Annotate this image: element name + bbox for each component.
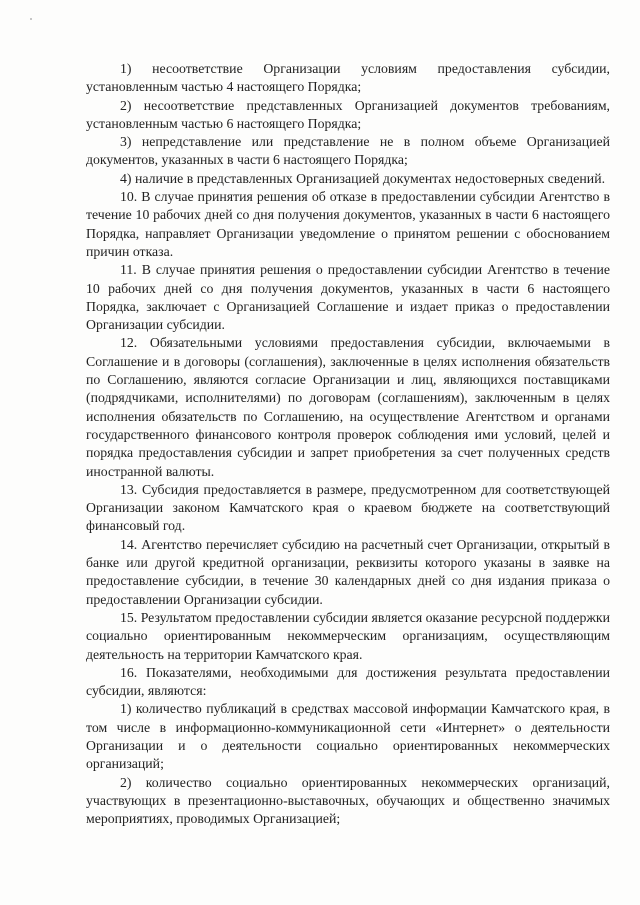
document-body <box>86 60 610 828</box>
clause-10: 10. В случае принятия решения об отказе в предоставлении субсидии Агентство в течение 10 рабочих дней со дня получения документов, указанных в части 6 настоящего Порядка, направляет Организации уведомление о принятом решении с обоснованием причин отказа. <box>86 189 610 259</box>
clause-13: 13. Субсидия предоставляется в размере, предусмотренном для соответствующей Организации законом Камчатского края о краевом бюджете на соответствующий финансовый год. <box>86 481 610 534</box>
refusal-ground-1: 1) несоответствие Организации условиям предоставления субсидии, установленным частью 4 настоящего Порядка; <box>86 61 610 95</box>
clause-16: 16. Показателями, необходимыми для достижения результата предоставлении субсидии, являются: <box>86 664 610 699</box>
refusal-ground-4: 4) наличие в представленных Организацией документах недостоверных сведений. <box>120 170 606 186</box>
refusal-ground-2: 2) несоответствие представленных Организацией документов требованиям, установленным частью 6 настоящего Порядка; <box>86 97 610 131</box>
scan-speck <box>30 18 32 20</box>
clause-15: 15. Результатом предоставлении субсидии является оказание ресурсной поддержки социально ориентированным некоммерческим организациям, осуществляющим деятельность на территории Камчатского края. <box>86 609 610 662</box>
clause-11: 11. В случае принятия решения о предоставлении субсидии Агентство в течение 10 рабочих дней со дня получения документов, указанных в части 6 настоящего Порядка, заключает с Организацией Соглашение и издает приказ о предоставлении Организации субсидии. <box>86 262 610 333</box>
refusal-ground-3: 3) непредставление или представление не в полном объеме Организацией документов, указанных в части 6 настоящего Порядка; <box>86 134 610 168</box>
indicator-2: 2) количество социально ориентированных некоммерческих организаций, участвующих в презентационно-выставочных, обучающих и общественно значимых мероприятиях, проводимых Организацией; <box>86 774 610 827</box>
indicator-1: 1) количество публикаций в средствах массовой информации Камчатского края, в том числе в информационно-коммуникационной сети «Интернет» о деятельности Организации и о деятельности социально ориентированных некоммерческих организаций; <box>86 701 610 772</box>
clause-12: 12. Обязательными условиями предоставления субсидии, включаемыми в Соглашение и в договоры (соглашения), заключенные в целях исполнения обязательств по Соглашению, являются согласие Организации и лиц, являющихся поставщиками (подрядчиками, исполнителями) по договорам (соглашениям), заключенным в целях исполнения обязательств по Соглашению, на осуществление Агентством и органами государственного финансового контроля проверок соблюдения ими условий, целей и порядка предоставления субсидии и запрет приобретения за счет полученных средств иностранной валюты. <box>86 335 610 479</box>
clause-14: 14. Агентство перечисляет субсидию на расчетный счет Организации, открытый в банке или другой кредитной организации, реквизиты которого указаны в заявке на предоставление субсидии, в течение 30 календарных дней со дня издания приказа о предоставлении Организации субсидии. <box>86 536 610 607</box>
